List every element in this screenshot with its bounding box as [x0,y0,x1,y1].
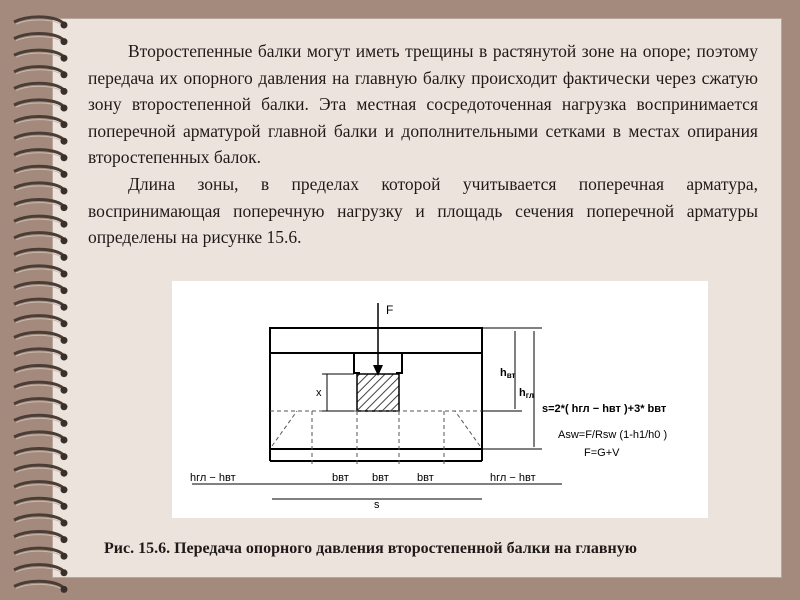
spiral-hole [61,503,68,510]
figure-caption: Рис. 15.6. Передача опорного давления второстепенной балки на главную [104,540,637,557]
spiral-hole [61,138,68,145]
spiral-hole [61,38,68,45]
paragraph-1: Второстепенные балки могут иметь трещины в растянутой зоне на опоре; поэтому передача их опорного давления на главную балку происходит фактически через сжатую зону второстепенной балки. Эта местная сосредоточенная нагрузка воспринимается поперечной арматурой главной балки и дополнительными сетками в местах опирания второстепенных балок. [88,41,758,168]
spiral-hole [61,387,68,394]
spiral-hole [61,22,68,29]
spiral-ring-highlight [16,136,62,141]
spiral-hole [61,154,68,161]
spiral-ring-highlight [16,518,62,523]
spiral-hole [61,204,68,211]
spiral-hole [61,287,68,294]
spiral-hole [61,320,68,327]
spiral-ring-highlight [16,435,62,440]
spiral-ring-highlight [16,584,62,589]
spiral-ring-highlight [16,153,62,158]
spiral-ring-highlight [16,120,62,125]
spiral-ring-highlight [16,385,62,390]
spiral-ring-highlight [16,551,62,556]
spiral-ring-highlight [16,402,62,407]
spiral-ring-highlight [16,302,62,307]
formula-asw: Asw=F/Rsw (1-h1/h0 ) [558,429,668,441]
spiral-hole [61,88,68,95]
spiral-hole [61,271,68,278]
spiral-hole [61,237,68,244]
spiral-ring-highlight [16,369,62,374]
spiral-ring-highlight [16,186,62,191]
spiral-ring-highlight [16,485,62,490]
figure-15-6 [172,281,708,518]
spiral-ring-highlight [16,286,62,291]
spiral-ring-highlight [16,70,62,75]
spiral-hole [61,188,68,195]
spiral-ring-highlight [16,319,62,324]
spiral-hole [61,354,68,361]
spiral-ring-highlight [16,352,62,357]
spiral-ring-highlight [16,20,62,25]
spiral-ring-highlight [16,335,62,340]
force-label: F [386,303,394,317]
spiral-ring-highlight [16,452,62,457]
spiral-ring-highlight [16,103,62,108]
spiral-hole [61,553,68,560]
spiral-ring-highlight [16,169,62,174]
spiral-hole [61,403,68,410]
spiral-ring-highlight [16,53,62,58]
spiral-ring-highlight [16,269,62,274]
spiral-ring-highlight [16,203,62,208]
formula-f: F=G+V [584,447,620,459]
formula-s: s=2*( hгл − hвт )+3* bвт [542,403,667,415]
notebook-spiral [0,0,70,600]
body-text [88,38,758,251]
spiral-hole [61,55,68,62]
spiral-hole [61,71,68,78]
spiral-ring-highlight [16,252,62,257]
compression-zone [357,374,399,411]
spiral-hole [61,337,68,344]
spiral-hole [61,370,68,377]
spiral-hole [61,536,68,543]
spiral-hole [61,304,68,311]
spiral-hole [61,105,68,112]
spiral-hole [61,254,68,261]
s-label: s [374,499,380,511]
spiral-hole [61,586,68,593]
spiral-ring-highlight [16,468,62,473]
spiral-hole [61,171,68,178]
spiral-ring-highlight [16,568,62,573]
spiral-hole [61,453,68,460]
spiral-hole [61,470,68,477]
paragraph-2: Длина зоны, в пределах которой учитывается поперечная арматура, воспринимающая поперечную нагрузку и площадь сечения поперечной арматуры определены на рисунке 15.6. [88,173,758,248]
spiral-hole [61,437,68,444]
spiral-hole [61,121,68,128]
spiral-hole [61,486,68,493]
spiral-hole [61,520,68,527]
spiral-ring-highlight [16,236,62,241]
spiral-hole [61,420,68,427]
x-label: x [316,387,322,399]
b-vt-1: bвт [332,472,349,484]
spiral-ring-highlight [16,418,62,423]
bottom-right-label: hгл − hвт [490,472,536,484]
beam-diagram [172,281,708,518]
h-vt-label: hвт [500,367,516,380]
spiral-ring-highlight [16,86,62,91]
spiral-ring-highlight [16,535,62,540]
b-vt-2: bвт [372,472,389,484]
spiral-hole [61,569,68,576]
spiral-ring-highlight [16,501,62,506]
h-gl-label: hгл [519,387,534,400]
bottom-left-label: hгл − hвт [190,472,236,484]
spiral-ring-highlight [16,37,62,42]
b-vt-3: bвт [417,472,434,484]
spiral-hole [61,221,68,228]
spiral-ring-highlight [16,219,62,224]
